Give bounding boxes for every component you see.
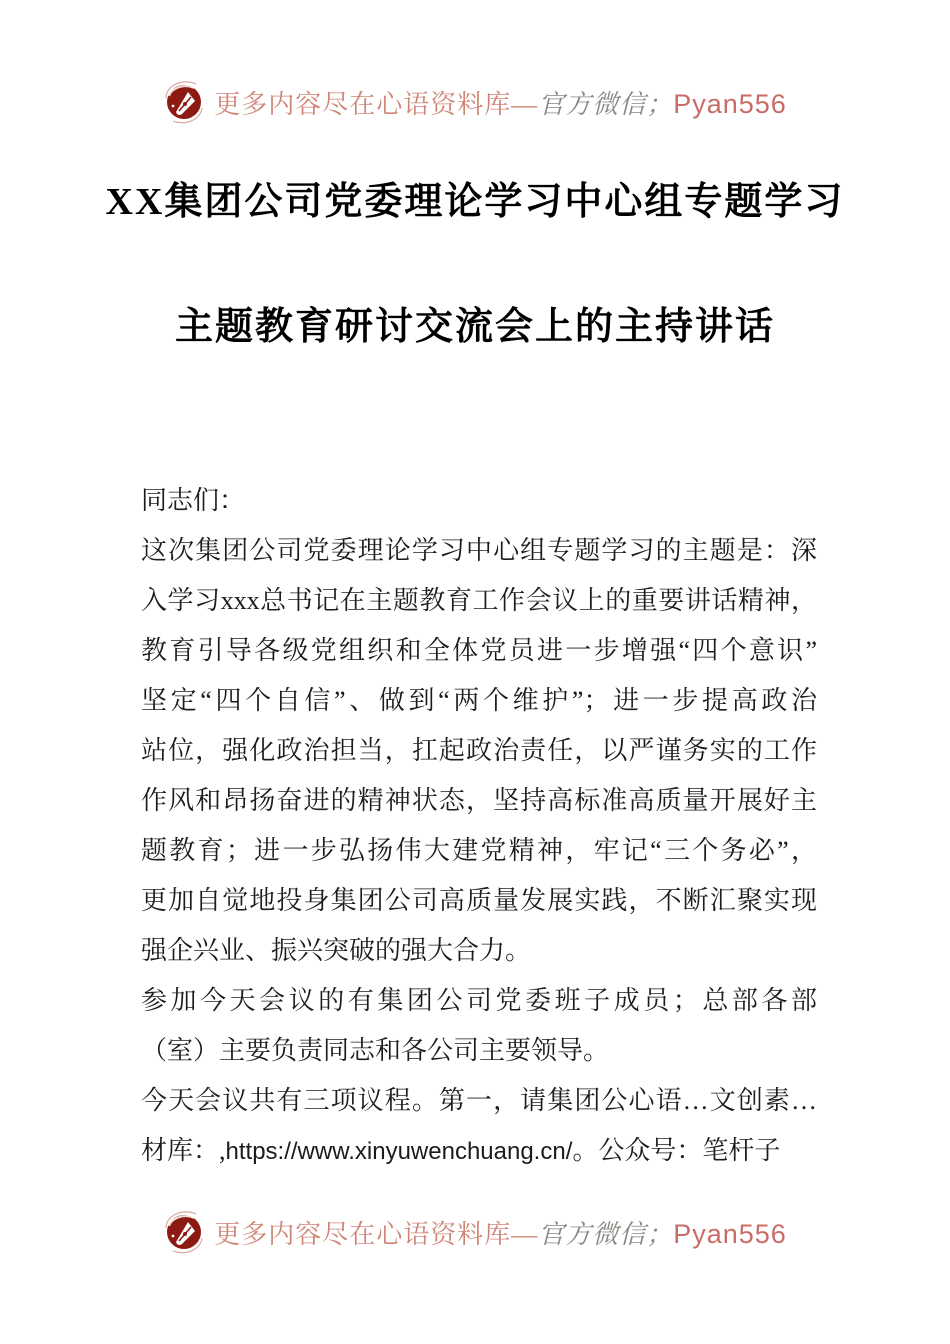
body-line: 教育引导各级党组织和全体党员进一步增强“四个意识” [141, 636, 817, 665]
url-line-suffix: 。公众号：笔杆子 [572, 1136, 781, 1165]
banner-brand-text: 更多内容尽在心语资料库— [214, 89, 539, 119]
pen-nib-circle-icon [163, 1210, 205, 1254]
body-line: 强企兴业、振兴突破的强大合力。 [141, 936, 532, 965]
body-line: （室）主要负责同志和各公司主要领导。 [141, 1036, 610, 1065]
doc-title-line2: 主题教育研讨交流会上的主持讲话 [174, 306, 775, 348]
body-line: 站位，强化政治担当，扛起政治责任，以严谨务实的工作 [141, 736, 817, 765]
footer-banner [0, 1210, 950, 1254]
body-line: 今天会议共有三项议程。第一，请集团公心语…文创素… [141, 1086, 817, 1115]
body-line: 更加自觉地投身集团公司高质量发展实践，不断汇聚实现 [141, 886, 817, 915]
body-line: 这次集团公司党委理论学习中心组专题学习的主题是：深 [141, 536, 817, 565]
banner-brand-text: 更多内容尽在心语资料库— [214, 1219, 539, 1249]
pen-nib-circle-icon [163, 80, 205, 124]
body-line: 入学习xxx总书记在主题教育工作会议上的重要讲话精神， [141, 586, 817, 615]
banner-wechat-id: Pyan556 [673, 88, 787, 119]
url-line-prefix: 材库：, [141, 1136, 226, 1165]
body-line: 作风和昂扬奋进的精神状态，坚持高标准高质量开展好主 [141, 786, 817, 815]
banner-wechat-label: 官方微信； [538, 89, 674, 119]
banner-text [214, 84, 787, 121]
header-banner [0, 80, 950, 124]
banner-text [214, 1214, 787, 1251]
body-line-with-url [141, 1126, 817, 1176]
body-line: 坚定“四个自信”、做到“两个维护”；进一步提高政治 [141, 686, 817, 715]
body-line: 题教育；进一步弘扬伟大建党精神，牢记“三个务必”， [141, 836, 817, 865]
banner-wechat-label: 官方微信； [538, 1219, 674, 1249]
body-line-salutation: 同志们： [141, 486, 246, 515]
doc-title-line1: XX集团公司党委理论学习中心组专题学习 [105, 181, 845, 223]
website-url-text: https://www.xinyuwenchuang.cn/ [225, 1138, 573, 1165]
banner-wechat-id: Pyan556 [673, 1218, 787, 1249]
document-body [141, 476, 817, 1176]
body-line: 参加今天会议的有集团公司党委班子成员；总部各部 [141, 986, 817, 1015]
